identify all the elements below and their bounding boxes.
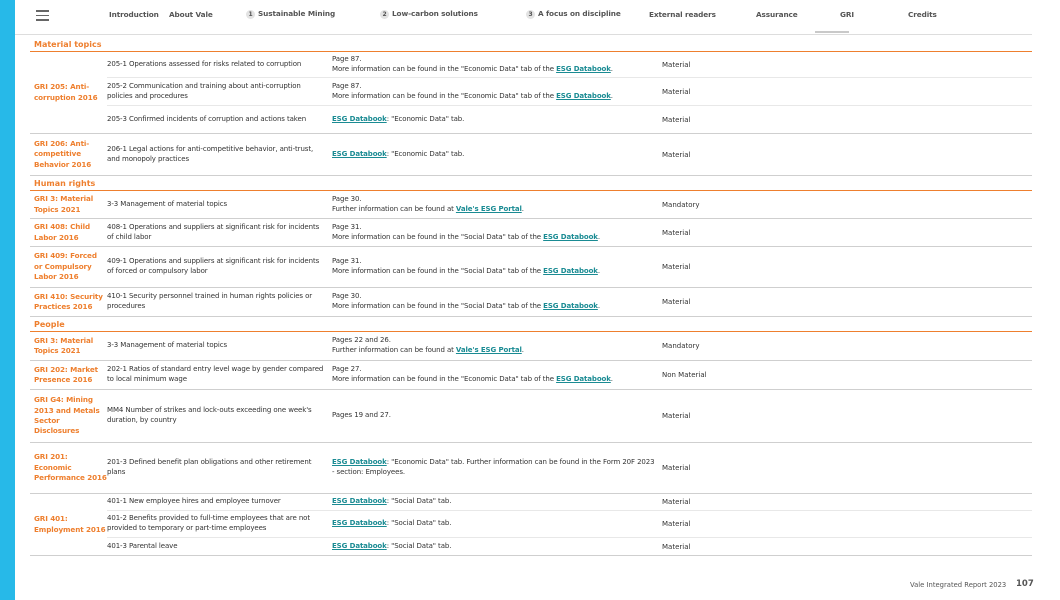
- disclosure-text: 206-1 Legal actions for anti-competitive behavior, anti-trust, and monopoly practices: [107, 144, 314, 163]
- materiality-label: Material: [662, 60, 691, 69]
- esg-portal-link[interactable]: Vale's ESG Portal: [455, 346, 522, 354]
- esg-databook-link[interactable]: ESG Databook: [332, 149, 387, 158]
- esg-databook-link[interactable]: ESG Databook: [556, 375, 611, 383]
- esg-databook-link[interactable]: ESG Databook: [556, 91, 611, 100]
- nav-divider: [15, 34, 1032, 35]
- disclosure-text: 410-1 Security personnel trained in human rights policies or procedures: [107, 292, 313, 310]
- gri-205-group: [30, 52, 1032, 134]
- hamburger-menu-icon[interactable]: [36, 10, 49, 21]
- disclosure-text: 401-3 Parental leave: [107, 541, 178, 550]
- table-row: [107, 219, 1032, 246]
- esg-databook-link[interactable]: ESG Databook: [332, 519, 387, 528]
- gri-3-human-rights-group: [30, 191, 1032, 219]
- esg-databook-link[interactable]: ESG Databook: [556, 64, 611, 73]
- table-row: [107, 361, 1032, 389]
- materiality-label: Material: [662, 520, 691, 528]
- table-row: [107, 511, 1032, 538]
- disclosure-text: 202-1 Ratios of standard entry level wage by gender compared to local minimum wage: [107, 365, 324, 383]
- materiality-label: Material: [662, 542, 691, 551]
- nav-discipline-label: A focus on discipline: [538, 9, 621, 18]
- disclosure-text: 205-3 Confirmed incidents of corruption and actions taken: [107, 114, 307, 123]
- gri-content-table: [30, 36, 1032, 556]
- location-text: ESG Databook: "Economic Data" tab. Further information can be found in the Form 20F 2023 - section: Employees.: [332, 458, 655, 476]
- gri-201-group: [30, 443, 1032, 494]
- table-row: [107, 247, 1032, 287]
- section-material-topics: Material topics: [30, 36, 1032, 52]
- disclosure-text: 201-3 Defined benefit plan obligations and other retirement plans: [107, 458, 312, 476]
- disclosure-text: 409-1 Operations and suppliers at significant risk for incidents of forced or compulsory labor: [107, 257, 320, 275]
- disclosure-text: MM4 Number of strikes and lock-outs exceeding one week's duration, by country: [107, 406, 312, 424]
- disclosure-text: 3-3 Management of material topics: [107, 199, 228, 208]
- gri-standard-label: GRI 409: Forced or Compulsory Labor 2016: [34, 251, 97, 282]
- table-row: [107, 288, 1032, 316]
- esg-databook-link[interactable]: ESG Databook: [332, 497, 387, 506]
- location-text: ESG Databook: "Social Data" tab.: [332, 497, 452, 506]
- esg-databook-link[interactable]: ESG Databook: [543, 267, 598, 275]
- gri-standard-label: GRI 205: Anti-corruption 2016: [34, 82, 98, 102]
- esg-portal-link[interactable]: Vale's ESG Portal: [455, 204, 522, 213]
- materiality-label: Material: [662, 464, 691, 472]
- chapter-number-badge: 1: [246, 10, 255, 19]
- materiality-label: Material: [662, 115, 691, 124]
- location-text: ESG Databook: "Economic Data" tab.: [332, 114, 465, 123]
- nav-low-carbon-label: Low-carbon solutions: [392, 9, 478, 18]
- location-text: Page 30. Further information can be found at Vale's ESG Portal.: [332, 194, 524, 213]
- materiality-label: Material: [662, 412, 691, 420]
- chapter-number-badge: 3: [526, 10, 535, 19]
- location-text: Pages 22 and 26. Further information can be found at Vale's ESG Portal.: [332, 336, 524, 354]
- materiality-label: Mandatory: [662, 342, 700, 350]
- esg-databook-link[interactable]: ESG Databook: [332, 114, 387, 123]
- gri-3-people-group: [30, 332, 1032, 361]
- nav-external-readers[interactable]: External readers: [649, 10, 716, 19]
- location-text: Page 31. More information can be found in the "Social Data" tab of the ESG Databook.: [332, 222, 600, 241]
- disclosure-text: 205-2 Communication and training about anti-corruption policies and procedures: [107, 81, 301, 100]
- nav-sustainable-mining[interactable]: [246, 9, 335, 19]
- nav-credits[interactable]: Credits: [908, 10, 937, 19]
- disclosure-text: 401-2 Benefits provided to full-time employees that are not provided to temporary or part-time employees: [107, 514, 310, 532]
- materiality-label: Material: [662, 263, 691, 271]
- gri-standard-label: GRI 206: Anti-competitive Behavior 2016: [34, 138, 92, 169]
- table-row: [107, 332, 1032, 360]
- gri-g4-group: [30, 390, 1032, 443]
- table-row: [107, 106, 1032, 133]
- materiality-label: Material: [662, 498, 691, 506]
- gri-standard-label: GRI 202: Market Presence 2016: [34, 364, 98, 384]
- location-text: ESG Databook: "Economic Data" tab.: [332, 149, 465, 158]
- left-accent-bar: [0, 0, 15, 600]
- esg-databook-link[interactable]: ESG Databook: [332, 458, 387, 467]
- table-row: [107, 78, 1032, 106]
- table-row: [107, 390, 1032, 442]
- gri-202-group: [30, 361, 1032, 390]
- materiality-label: Material: [662, 298, 691, 306]
- gri-standard-label: GRI 3: Material Topics 2021: [34, 335, 94, 355]
- top-navigation: [15, 0, 1060, 33]
- table-row: [107, 538, 1032, 555]
- location-text: Page 87. More information can be found in the "Economic Data" tab of the ESG Databook.: [332, 81, 613, 100]
- table-row: [107, 494, 1032, 511]
- materiality-label: Mandatory: [662, 200, 700, 209]
- nav-about-vale[interactable]: About Vale: [169, 10, 213, 19]
- materiality-label: Material: [662, 87, 691, 96]
- active-tab-indicator: [815, 31, 849, 33]
- section-human-rights: Human rights: [30, 176, 1032, 191]
- table-row: [107, 134, 1032, 175]
- location-text: Page 87. More information can be found in the "Economic Data" tab of the ESG Databook.: [332, 54, 613, 73]
- section-people: People: [30, 317, 1032, 332]
- location-text: Page 27. More information can be found in the "Economic Data" tab of the ESG Databook.: [332, 365, 613, 383]
- gri-401-group: [30, 494, 1032, 556]
- materiality-label: Non Material: [662, 371, 707, 379]
- disclosure-text: 408-1 Operations and suppliers at significant risk for incidents of child labor: [107, 222, 320, 241]
- location-text: ESG Databook: "Social Data" tab.: [332, 541, 452, 550]
- nav-discipline[interactable]: [526, 9, 621, 19]
- nav-low-carbon[interactable]: [380, 9, 478, 19]
- location-text: Page 31. More information can be found in the "Social Data" tab of the ESG Databook.: [332, 257, 600, 275]
- gri-standard-label: GRI 401: Employment 2016: [34, 514, 106, 534]
- disclosure-text: 205-1 Operations assessed for risks related to corruption: [107, 59, 302, 68]
- esg-databook-link[interactable]: ESG Databook: [543, 302, 598, 310]
- page-number: 107: [1016, 579, 1034, 589]
- nav-gri[interactable]: GRI: [840, 10, 855, 19]
- gri-standard-label: GRI 410: Security Practices 2016: [34, 291, 103, 311]
- table-row: [107, 191, 1032, 218]
- materiality-label: Material: [662, 150, 691, 159]
- materiality-label: Material: [662, 228, 691, 237]
- nav-sustainable-mining-label: Sustainable Mining: [258, 9, 336, 18]
- table-row: [107, 443, 1032, 493]
- nav-assurance[interactable]: Assurance: [756, 10, 798, 19]
- gri-408-group: [30, 219, 1032, 247]
- gri-206-group: [30, 134, 1032, 176]
- chapter-number-badge: 2: [380, 10, 389, 19]
- nav-introduction[interactable]: Introduction: [109, 10, 159, 19]
- location-text: Pages 19 and 27.: [332, 411, 391, 420]
- gri-409-group: [30, 247, 1032, 288]
- gri-standard-label: GRI 3: Material Topics 2021: [34, 194, 94, 214]
- disclosure-text: 3-3 Management of material topics: [107, 341, 228, 350]
- gri-standard-label: GRI 408: Child Labor 2016: [34, 222, 91, 242]
- table-row: [107, 52, 1032, 78]
- gri-standard-label: GRI G4: Mining 2013 and Metals Sector Disclosures: [34, 395, 100, 436]
- location-text: ESG Databook: "Social Data" tab.: [332, 519, 452, 528]
- esg-databook-link[interactable]: ESG Databook: [332, 541, 387, 550]
- footer-report-name: Vale Integrated Report 2023: [910, 581, 1007, 589]
- esg-databook-link[interactable]: ESG Databook: [543, 232, 598, 241]
- gri-410-group: [30, 288, 1032, 317]
- disclosure-text: 401-1 New employee hires and employee turnover: [107, 497, 281, 506]
- location-text: Page 30. More information can be found in the "Social Data" tab of the ESG Databook.: [332, 292, 600, 310]
- gri-standard-label: GRI 201: Economic Performance 2016: [34, 452, 107, 483]
